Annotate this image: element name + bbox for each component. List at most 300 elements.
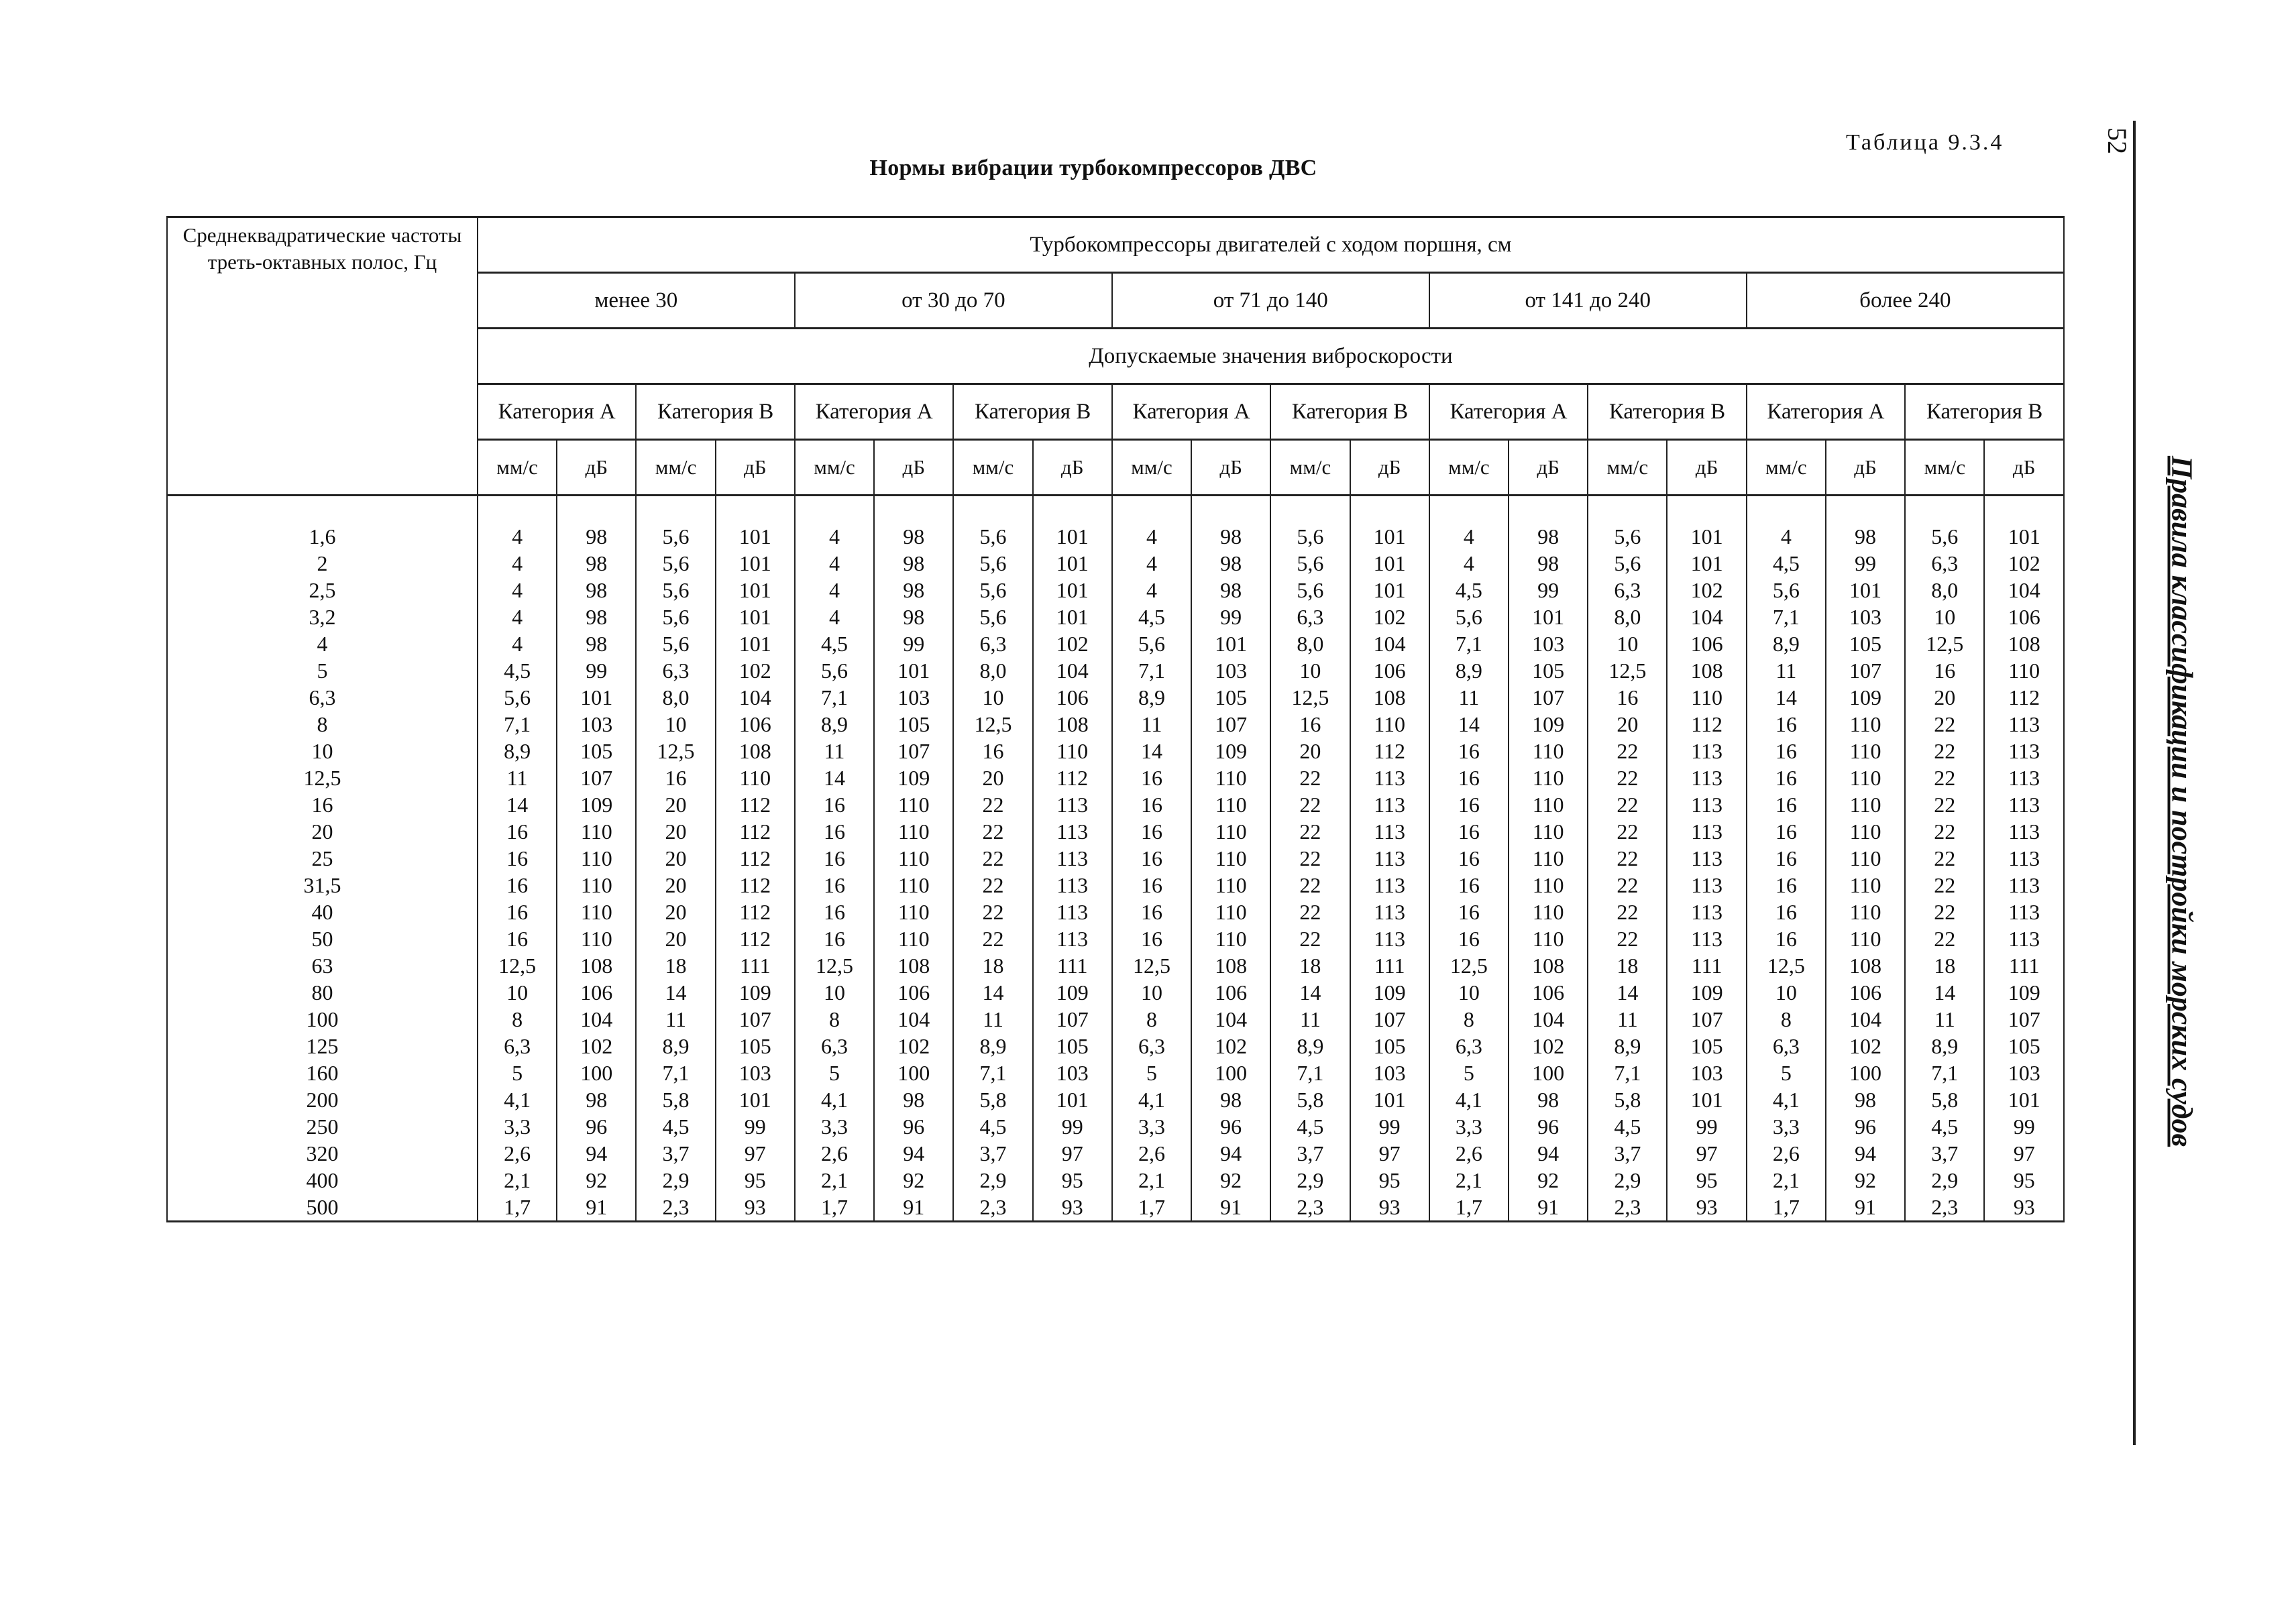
table-row <box>167 925 2064 952</box>
value-cell: 8 <box>795 1006 874 1033</box>
value-cell: 110 <box>1826 818 1905 845</box>
value-cell: 106 <box>1191 979 1270 1006</box>
value-cell: 92 <box>1826 1167 1905 1194</box>
value-cell: 2,9 <box>636 1167 715 1194</box>
value-cell: 93 <box>716 1194 795 1222</box>
value-cell: 16 <box>1747 872 1826 899</box>
value-cell: 2,6 <box>478 1140 557 1167</box>
value-cell: 110 <box>874 925 953 952</box>
value-cell: 110 <box>874 818 953 845</box>
table-row <box>167 630 2064 657</box>
value-cell: 98 <box>557 523 636 550</box>
value-cell: 110 <box>874 791 953 818</box>
value-cell: 2,6 <box>1429 1140 1509 1167</box>
value-cell: 2,3 <box>1270 1194 1350 1222</box>
value-cell: 6,3 <box>1429 1033 1509 1059</box>
value-cell: 16 <box>1270 711 1350 738</box>
value-cell: 14 <box>1112 738 1191 764</box>
value-cell: 14 <box>795 764 874 791</box>
value-cell: 98 <box>874 523 953 550</box>
value-cell: 109 <box>716 979 795 1006</box>
value-cell: 4 <box>1112 550 1191 577</box>
value-cell: 98 <box>557 604 636 630</box>
value-cell: 1,7 <box>1429 1194 1509 1222</box>
table-row <box>167 1194 2064 1222</box>
value-cell: 107 <box>874 738 953 764</box>
value-cell: 2,3 <box>636 1194 715 1222</box>
value-cell: 5,6 <box>953 577 1032 604</box>
value-cell: 110 <box>874 872 953 899</box>
value-cell: 113 <box>1984 818 2064 845</box>
frequency-cell: 250 <box>167 1113 478 1140</box>
unit-header: мм/с <box>953 440 1032 496</box>
value-cell: 113 <box>1667 818 1746 845</box>
value-cell: 105 <box>1509 657 1588 684</box>
value-cell: 113 <box>1984 872 2064 899</box>
value-cell: 106 <box>1826 979 1905 1006</box>
value-cell: 94 <box>557 1140 636 1167</box>
range-header: от 141 до 240 <box>1429 273 1747 329</box>
value-cell: 10 <box>1747 979 1826 1006</box>
value-cell: 91 <box>557 1194 636 1222</box>
value-cell: 22 <box>1905 845 1984 872</box>
value-cell: 2,6 <box>1747 1140 1826 1167</box>
value-cell: 101 <box>1033 604 1112 630</box>
value-cell: 110 <box>1509 818 1588 845</box>
value-cell: 98 <box>1191 523 1270 550</box>
value-cell: 113 <box>1350 899 1429 925</box>
value-cell: 101 <box>716 550 795 577</box>
value-cell: 101 <box>874 657 953 684</box>
value-cell: 16 <box>1429 899 1509 925</box>
table-row <box>167 523 2064 550</box>
value-cell: 108 <box>1191 952 1270 979</box>
value-cell: 5,6 <box>953 523 1032 550</box>
value-cell: 3,7 <box>1588 1140 1667 1167</box>
frequency-cell: 4 <box>167 630 478 657</box>
value-cell: 107 <box>1509 684 1588 711</box>
value-cell: 112 <box>1350 738 1429 764</box>
value-cell: 104 <box>1984 577 2064 604</box>
value-cell: 101 <box>1984 523 2064 550</box>
unit-header: дБ <box>1826 440 1905 496</box>
value-cell: 96 <box>1826 1113 1905 1140</box>
value-cell: 8,0 <box>953 657 1032 684</box>
value-cell: 4,1 <box>1747 1086 1826 1113</box>
value-cell: 103 <box>557 711 636 738</box>
value-cell: 92 <box>1191 1167 1270 1194</box>
value-cell: 20 <box>1905 684 1984 711</box>
value-cell: 110 <box>1509 764 1588 791</box>
value-cell: 94 <box>1826 1140 1905 1167</box>
value-cell: 102 <box>1350 604 1429 630</box>
value-cell: 16 <box>1112 925 1191 952</box>
value-cell: 8,0 <box>636 684 715 711</box>
value-cell: 7,1 <box>1747 604 1826 630</box>
value-cell: 112 <box>1984 684 2064 711</box>
value-cell: 110 <box>1826 711 1905 738</box>
value-cell: 10 <box>1270 657 1350 684</box>
value-cell: 103 <box>1826 604 1905 630</box>
value-cell: 106 <box>1350 657 1429 684</box>
page-number: 52 <box>2102 127 2132 154</box>
value-cell: 22 <box>1270 845 1350 872</box>
value-cell: 22 <box>953 899 1032 925</box>
value-cell: 104 <box>1033 657 1112 684</box>
value-cell: 111 <box>1350 952 1429 979</box>
value-cell: 2,9 <box>1905 1167 1984 1194</box>
spacer-cell <box>1826 496 1905 524</box>
value-cell: 22 <box>1905 818 1984 845</box>
value-cell: 4 <box>1112 577 1191 604</box>
value-cell: 100 <box>1509 1059 1588 1086</box>
value-cell: 105 <box>1191 684 1270 711</box>
unit-header: дБ <box>1191 440 1270 496</box>
value-cell: 16 <box>1747 845 1826 872</box>
value-cell: 5,6 <box>478 684 557 711</box>
unit-header: дБ <box>1509 440 1588 496</box>
frequency-cell: 80 <box>167 979 478 1006</box>
frequency-cell: 160 <box>167 1059 478 1086</box>
table-row <box>167 1113 2064 1140</box>
value-cell: 96 <box>874 1113 953 1140</box>
value-cell: 100 <box>874 1059 953 1086</box>
value-cell: 8,0 <box>1270 630 1350 657</box>
value-cell: 14 <box>478 791 557 818</box>
value-cell: 16 <box>1588 684 1667 711</box>
value-cell: 102 <box>1191 1033 1270 1059</box>
value-cell: 5,8 <box>1588 1086 1667 1113</box>
value-cell: 16 <box>1429 764 1509 791</box>
value-cell: 5,6 <box>1112 630 1191 657</box>
table-row <box>167 1167 2064 1194</box>
value-cell: 105 <box>1033 1033 1112 1059</box>
value-cell: 4,5 <box>1588 1113 1667 1140</box>
value-cell: 104 <box>874 1006 953 1033</box>
value-cell: 14 <box>1429 711 1509 738</box>
value-cell: 106 <box>1667 630 1746 657</box>
value-cell: 112 <box>716 818 795 845</box>
value-cell: 16 <box>478 899 557 925</box>
value-cell: 16 <box>478 925 557 952</box>
value-cell: 101 <box>716 1086 795 1113</box>
value-cell: 22 <box>1588 899 1667 925</box>
frequency-cell: 2,5 <box>167 577 478 604</box>
value-cell: 104 <box>1826 1006 1905 1033</box>
table-row <box>167 1006 2064 1033</box>
value-cell: 102 <box>874 1033 953 1059</box>
value-cell: 4 <box>795 604 874 630</box>
value-cell: 96 <box>557 1113 636 1140</box>
spacer-cell <box>716 496 795 524</box>
value-cell: 4,5 <box>1429 577 1509 604</box>
value-cell: 22 <box>1588 818 1667 845</box>
value-cell: 7,1 <box>1270 1059 1350 1086</box>
value-cell: 110 <box>1826 764 1905 791</box>
value-cell: 108 <box>557 952 636 979</box>
value-cell: 99 <box>1826 550 1905 577</box>
value-cell: 16 <box>478 872 557 899</box>
value-cell: 1,7 <box>1112 1194 1191 1222</box>
value-cell: 2,3 <box>1905 1194 1984 1222</box>
value-cell: 99 <box>1667 1113 1746 1140</box>
value-cell: 2,6 <box>1112 1140 1191 1167</box>
value-cell: 108 <box>1033 711 1112 738</box>
value-cell: 113 <box>1667 791 1746 818</box>
value-cell: 4 <box>478 604 557 630</box>
value-cell: 3,7 <box>1270 1140 1350 1167</box>
value-cell: 109 <box>1667 979 1746 1006</box>
value-cell: 22 <box>1905 738 1984 764</box>
value-cell: 110 <box>1191 899 1270 925</box>
value-cell: 106 <box>557 979 636 1006</box>
value-cell: 93 <box>1033 1194 1112 1222</box>
value-cell: 109 <box>1826 684 1905 711</box>
value-cell: 110 <box>1826 791 1905 818</box>
value-cell: 110 <box>1191 791 1270 818</box>
value-cell: 97 <box>1667 1140 1746 1167</box>
value-cell: 93 <box>1984 1194 2064 1222</box>
value-cell: 11 <box>1905 1006 1984 1033</box>
unit-header: дБ <box>557 440 636 496</box>
value-cell: 10 <box>1112 979 1191 1006</box>
value-cell: 112 <box>1033 764 1112 791</box>
value-cell: 4 <box>1429 550 1509 577</box>
category-header: Категория A <box>478 384 636 440</box>
value-cell: 104 <box>1509 1006 1588 1033</box>
value-cell: 98 <box>1509 523 1588 550</box>
value-cell: 22 <box>1905 764 1984 791</box>
value-cell: 93 <box>1667 1194 1746 1222</box>
value-cell: 113 <box>1984 845 2064 872</box>
value-cell: 102 <box>716 657 795 684</box>
value-cell: 8,0 <box>1588 604 1667 630</box>
spacer-cell <box>1747 496 1826 524</box>
value-cell: 106 <box>874 979 953 1006</box>
value-cell: 16 <box>1747 899 1826 925</box>
value-cell: 105 <box>557 738 636 764</box>
value-cell: 12,5 <box>1112 952 1191 979</box>
value-cell: 10 <box>795 979 874 1006</box>
value-cell: 104 <box>1350 630 1429 657</box>
value-cell: 110 <box>1509 872 1588 899</box>
value-cell: 113 <box>1350 791 1429 818</box>
value-cell: 101 <box>1033 550 1112 577</box>
value-cell: 99 <box>716 1113 795 1140</box>
value-cell: 22 <box>1905 791 1984 818</box>
value-cell: 8,9 <box>1747 630 1826 657</box>
value-cell: 101 <box>1350 577 1429 604</box>
table-title: Нормы вибрации турбокомпрессоров ДВС <box>869 156 1317 180</box>
value-cell: 22 <box>1270 791 1350 818</box>
unit-header: мм/с <box>1747 440 1826 496</box>
value-cell: 16 <box>795 791 874 818</box>
value-cell: 4 <box>1429 523 1509 550</box>
unit-header: дБ <box>716 440 795 496</box>
value-cell: 12,5 <box>1270 684 1350 711</box>
value-cell: 22 <box>953 925 1032 952</box>
value-cell: 101 <box>1350 550 1429 577</box>
table-row <box>167 550 2064 577</box>
value-cell: 106 <box>1984 604 2064 630</box>
value-cell: 99 <box>557 657 636 684</box>
value-cell: 103 <box>1350 1059 1429 1086</box>
value-cell: 22 <box>1905 925 1984 952</box>
spacer-cell <box>557 496 636 524</box>
value-cell: 110 <box>874 899 953 925</box>
value-cell: 4 <box>795 550 874 577</box>
value-cell: 16 <box>1429 872 1509 899</box>
value-cell: 113 <box>1033 899 1112 925</box>
value-cell: 5 <box>478 1059 557 1086</box>
value-cell: 110 <box>1191 818 1270 845</box>
category-header: Категория B <box>1588 384 1746 440</box>
table-row <box>167 1059 2064 1086</box>
table-row <box>167 952 2064 979</box>
value-cell: 107 <box>1350 1006 1429 1033</box>
value-cell: 8,9 <box>478 738 557 764</box>
frequency-cell: 100 <box>167 1006 478 1033</box>
value-cell: 110 <box>1826 845 1905 872</box>
value-cell: 2,3 <box>1588 1194 1667 1222</box>
value-cell: 110 <box>557 899 636 925</box>
value-cell: 101 <box>1826 577 1905 604</box>
category-header: Категория B <box>953 384 1111 440</box>
value-cell: 20 <box>1588 711 1667 738</box>
table-row <box>167 738 2064 764</box>
value-cell: 22 <box>953 872 1032 899</box>
table-row <box>167 1140 2064 1167</box>
table-row <box>167 899 2064 925</box>
value-cell: 99 <box>1033 1113 1112 1140</box>
value-cell: 110 <box>1191 764 1270 791</box>
value-cell: 7,1 <box>1588 1059 1667 1086</box>
value-cell: 16 <box>1112 845 1191 872</box>
permissible-header: Допускаемые значения виброскорости <box>478 329 2064 384</box>
category-header: Категория B <box>1905 384 2064 440</box>
value-cell: 94 <box>1191 1140 1270 1167</box>
value-cell: 107 <box>1667 1006 1746 1033</box>
value-cell: 4 <box>478 550 557 577</box>
value-cell: 7,1 <box>636 1059 715 1086</box>
value-cell: 101 <box>1033 523 1112 550</box>
spacer-cell <box>636 496 715 524</box>
value-cell: 7,1 <box>1429 630 1509 657</box>
value-cell: 98 <box>557 1086 636 1113</box>
value-cell: 113 <box>1667 899 1746 925</box>
value-cell: 8,9 <box>1588 1033 1667 1059</box>
value-cell: 4 <box>478 630 557 657</box>
table-row <box>167 657 2064 684</box>
value-cell: 16 <box>1429 845 1509 872</box>
value-cell: 99 <box>1191 604 1270 630</box>
value-cell: 16 <box>1112 764 1191 791</box>
value-cell: 110 <box>1509 925 1588 952</box>
value-cell: 4 <box>795 577 874 604</box>
value-cell: 18 <box>636 952 715 979</box>
value-cell: 11 <box>478 764 557 791</box>
value-cell: 10 <box>1905 604 1984 630</box>
value-cell: 20 <box>636 872 715 899</box>
value-cell: 5 <box>1429 1059 1509 1086</box>
value-cell: 101 <box>1667 523 1746 550</box>
value-cell: 97 <box>1984 1140 2064 1167</box>
value-cell: 2,9 <box>953 1167 1032 1194</box>
value-cell: 110 <box>1984 657 2064 684</box>
value-cell: 4,5 <box>1270 1113 1350 1140</box>
value-cell: 11 <box>1112 711 1191 738</box>
value-cell: 91 <box>1191 1194 1270 1222</box>
value-cell: 3,7 <box>953 1140 1032 1167</box>
value-cell: 16 <box>1429 791 1509 818</box>
value-cell: 2,9 <box>1588 1167 1667 1194</box>
value-cell: 107 <box>1191 711 1270 738</box>
unit-header: мм/с <box>1429 440 1509 496</box>
spacer-cell <box>1509 496 1588 524</box>
value-cell: 6,3 <box>1747 1033 1826 1059</box>
value-cell: 22 <box>1270 925 1350 952</box>
value-cell: 113 <box>1350 764 1429 791</box>
frequency-cell: 20 <box>167 818 478 845</box>
value-cell: 109 <box>1509 711 1588 738</box>
value-cell: 97 <box>716 1140 795 1167</box>
value-cell: 106 <box>716 711 795 738</box>
value-cell: 14 <box>1905 979 1984 1006</box>
unit-header: дБ <box>874 440 953 496</box>
value-cell: 8,9 <box>953 1033 1032 1059</box>
value-cell: 105 <box>1667 1033 1746 1059</box>
table-row <box>167 872 2064 899</box>
value-cell: 101 <box>716 630 795 657</box>
value-cell: 110 <box>1509 845 1588 872</box>
value-cell: 6,3 <box>1112 1033 1191 1059</box>
value-cell: 102 <box>1984 550 2064 577</box>
value-cell: 8,9 <box>1270 1033 1350 1059</box>
value-cell: 10 <box>1588 630 1667 657</box>
value-cell: 5,6 <box>953 550 1032 577</box>
value-cell: 16 <box>1905 657 1984 684</box>
frequency-cell: 400 <box>167 1167 478 1194</box>
value-cell: 109 <box>1191 738 1270 764</box>
frequency-cell: 125 <box>167 1033 478 1059</box>
group-header: Турбокомпрессоры двигателей с ходом поршня, см <box>478 217 2064 273</box>
value-cell: 11 <box>636 1006 715 1033</box>
table-row <box>167 711 2064 738</box>
value-cell: 99 <box>874 630 953 657</box>
value-cell: 110 <box>1509 899 1588 925</box>
value-cell: 20 <box>636 925 715 952</box>
value-cell: 112 <box>716 925 795 952</box>
value-cell: 16 <box>1747 738 1826 764</box>
value-cell: 103 <box>1191 657 1270 684</box>
value-cell: 16 <box>1429 818 1509 845</box>
spacer-cell <box>953 496 1032 524</box>
value-cell: 112 <box>716 791 795 818</box>
value-cell: 22 <box>1270 764 1350 791</box>
value-cell: 5,6 <box>1905 523 1984 550</box>
value-cell: 12,5 <box>478 952 557 979</box>
value-cell: 91 <box>874 1194 953 1222</box>
frequency-cell: 31,5 <box>167 872 478 899</box>
value-cell: 105 <box>874 711 953 738</box>
table-label: Таблица 9.3.4 <box>1846 130 2004 155</box>
value-cell: 113 <box>1667 925 1746 952</box>
unit-header: мм/с <box>636 440 715 496</box>
unit-header: мм/с <box>478 440 557 496</box>
spacer-cell <box>1350 496 1429 524</box>
value-cell: 101 <box>1509 604 1588 630</box>
value-cell: 4,5 <box>953 1113 1032 1140</box>
